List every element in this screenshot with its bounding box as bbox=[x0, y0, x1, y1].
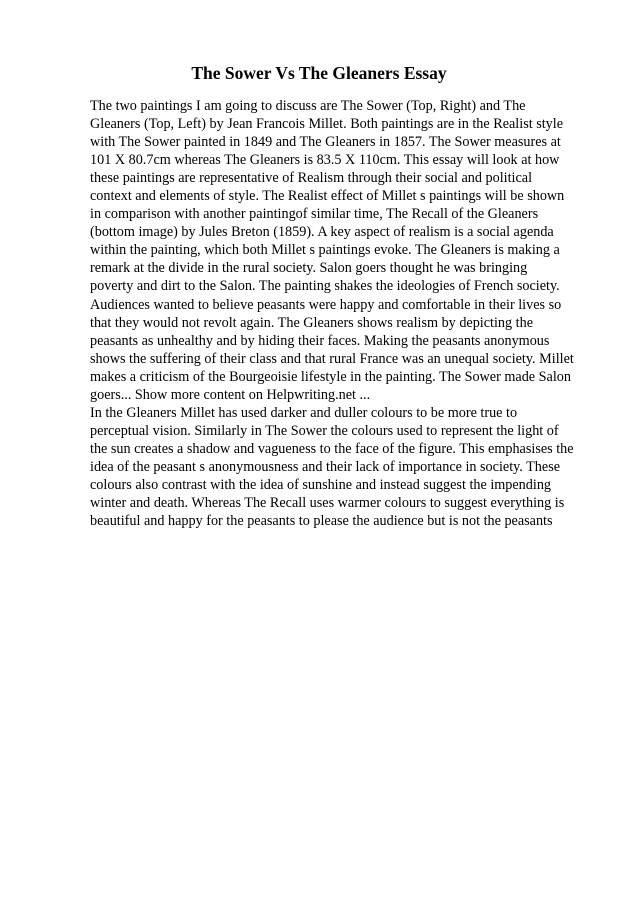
body-line: makes a criticism of the Bourgeoisie lifestyle in the painting. The Sower made Salon bbox=[90, 368, 571, 385]
body-line: shows the suffering of their class and that rural France was an unequal society. Millet bbox=[90, 350, 574, 367]
body-line: Gleaners (Top, Left) by Jean Francois Millet. Both paintings are in the Realist style bbox=[90, 116, 563, 133]
body-line: winter and death. Whereas The Recall uses warmer colours to suggest everything is bbox=[90, 495, 565, 512]
body-line: with The Sower painted in 1849 and The Gleaners in 1857. The Sower measures at bbox=[90, 134, 561, 151]
body-line: within the painting, which both Millet s paintings evoke. The Gleaners is making a bbox=[90, 242, 560, 259]
body-line: Audiences wanted to believe peasants were happy and comfortable in their lives so bbox=[90, 296, 562, 313]
body-line: these paintings are representative of Realism through their social and political bbox=[90, 170, 533, 187]
body-line: remark at the divide in the rural society. Salon goers thought he was bringing bbox=[90, 260, 528, 277]
body-line: beautiful and happy for the peasants to please the audience but is not the peasants bbox=[90, 513, 553, 530]
body-line: 101 X 80.7cm whereas The Gleaners is 83.5 X 110cm. This essay will look at how bbox=[90, 152, 560, 169]
body-line: context and elements of style. The Realist effect of Millet s paintings will be shown bbox=[90, 188, 565, 205]
body-line: (bottom image) by Jules Breton (1859). A key aspect of realism is a social agenda bbox=[90, 224, 554, 241]
body-line: in comparison with another paintingof similar time, The Recall of the Gleaners bbox=[90, 206, 539, 223]
body-line: idea of the peasant s anonymousness and their lack of importance in society. These bbox=[90, 458, 561, 475]
document-title: The Sower Vs The Gleaners Essay bbox=[191, 63, 447, 83]
body-line: In the Gleaners Millet has used darker and duller colours to be more true to bbox=[90, 404, 518, 421]
body-line: the sun creates a shadow and vagueness to the face of the figure. This emphasises the bbox=[90, 440, 574, 457]
document-body bbox=[90, 97, 590, 530]
body-line: poverty and dirt to the Salon. The painting shakes the ideologies of French society. bbox=[90, 278, 560, 295]
body-line: perceptual vision. Similarly in The Sower the colours used to represent the light of bbox=[90, 422, 559, 439]
body-line: peasants as unhealthy and by hiding their faces. Making the peasants anonymous bbox=[90, 332, 550, 349]
body-line: The two paintings I am going to discuss are The Sower (Top, Right) and The bbox=[90, 98, 526, 114]
body-line: goers... Show more content on Helpwriting.net ... bbox=[90, 386, 371, 403]
body-line: colours also contrast with the idea of sunshine and instead suggest the impending bbox=[90, 476, 552, 493]
body-line: that they would not revolt again. The Gleaners shows realism by depicting the bbox=[90, 314, 533, 331]
